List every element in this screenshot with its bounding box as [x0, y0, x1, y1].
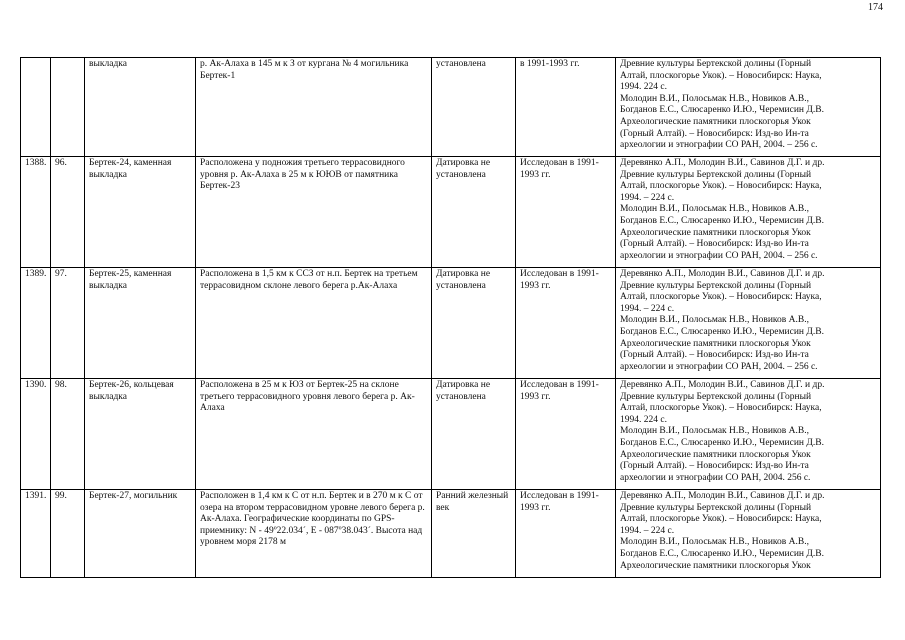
row-number: 1389.: [21, 268, 51, 379]
monument-research: Исследован в 1991-1993 гг.: [516, 490, 616, 578]
reference-line: Древние культуры Бертекской долины (Горный: [620, 502, 812, 513]
monument-name: Бертек-27, могильник: [85, 490, 196, 578]
row-number: 1391.: [21, 490, 51, 578]
reference-line: Археологические памятники плоскогорья Укок: [620, 227, 811, 238]
monument-dating: установлена: [432, 58, 516, 157]
reference-line: Археологические памятники плоскогорья Укок: [620, 560, 811, 571]
reference-line: Богданов Е.С., Слюсаренко И.Ю., Черемисин Д.В.: [620, 215, 824, 226]
reference-line: Молодин В.И., Полосьмак Н.В., Новиков А.В.,: [620, 93, 809, 104]
reference-line: Богданов Е.С., Слюсаренко И.Ю., Черемисин Д.В.: [620, 105, 824, 116]
reference-line: 1994. – 224 с.: [620, 303, 675, 314]
reference-line: Алтай, плоскогорье Укок). – Новосибирск: Наука,: [620, 70, 822, 81]
reference-line: Археологические памятники плоскогорья Укок: [620, 116, 811, 127]
row-number: 1390.: [21, 379, 51, 490]
row-number: 1388.: [21, 157, 51, 268]
monument-dating: Датировка не установлена: [432, 157, 516, 268]
monument-dating: Датировка не установлена: [432, 268, 516, 379]
reference-line: 1994. – 224 с.: [620, 525, 675, 536]
monument-name: Бертек-25, каменная выкладка: [85, 268, 196, 379]
reference-line: Молодин В.И., Полосьмак Н.В., Новиков А.В.,: [620, 315, 809, 326]
reference-line: 1994. – 224 с.: [620, 192, 675, 203]
row-index: 96.: [51, 157, 85, 268]
reference-line: археологии и этнографии СО РАН, 2004. – 256 с.: [620, 140, 818, 151]
reference-line: 1994. 224 с.: [620, 82, 667, 93]
reference-line: (Горный Алтай). – Новосибирск: Изд-во Ин-та: [620, 461, 809, 472]
table-row: [21, 58, 881, 157]
page-number: 174: [868, 2, 883, 13]
monument-dating: Датировка не установлена: [432, 379, 516, 490]
reference-line: Археологические памятники плоскогорья Укок: [620, 449, 811, 460]
row-number: [21, 58, 51, 157]
reference-line: Богданов Е.С., Слюсаренко И.Ю., Черемисин Д.В.: [620, 437, 824, 448]
monument-references: [616, 490, 881, 578]
monument-references: [616, 268, 881, 379]
monument-dating: Ранний железный век: [432, 490, 516, 578]
reference-line: Молодин В.И., Полосьмак Н.В., Новиков А.В.,: [620, 537, 809, 548]
reference-line: археологии и этнографии СО РАН, 2004. 256 с.: [620, 472, 811, 483]
reference-line: Деревянко А.П., Молодин В.И., Савинов Д.Г. и др.: [620, 269, 825, 279]
reference-line: археологии и этнографии СО РАН, 2004. – 256 с.: [620, 250, 818, 261]
table-row: [21, 268, 881, 379]
monument-location: Расположена в 25 м к ЮЗ от Бертек-25 на склоне третьего террасовидного уровня левого берега р. Ак-Алаха: [196, 379, 432, 490]
monument-location: Расположена у подножия третьего террасовидного уровня р. Ак-Алаха в 25 м к ЮЮВ от памятника Бертек-23: [196, 157, 432, 268]
reference-line: Деревянко А.П., Молодин В.И., Савинов Д.Г. и др.: [620, 158, 825, 168]
reference-line: Древние культуры Бертекской долины (Горный: [620, 391, 812, 402]
monument-location: Расположена в 1,5 км к ССЗ от н.п. Бертек на третьем террасовидном склоне левого берега р.Ак-Алаха: [196, 268, 432, 379]
reference-line: Археологические памятники плоскогорья Укок: [620, 338, 811, 349]
monument-research: в 1991-1993 гг.: [516, 58, 616, 157]
reference-line: 1994. 224 с.: [620, 414, 667, 425]
monument-research: Исследован в 1991-1993 гг.: [516, 268, 616, 379]
reference-line: Древние культуры Бертекской долины (Горный: [620, 169, 812, 180]
monument-references: [616, 58, 881, 157]
reference-line: Деревянко А.П., Молодин В.И., Савинов Д.Г. и др.: [620, 491, 825, 501]
row-index: 99.: [51, 490, 85, 578]
monument-name: Бертек-26, кольцевая выкладка: [85, 379, 196, 490]
reference-line: Алтай, плоскогорье Укок). – Новосибирск: Наука,: [620, 403, 822, 414]
reference-line: Деревянко А.П., Молодин В.И., Савинов Д.Г. и др.: [620, 380, 825, 390]
reference-line: Древние культуры Бертекской долины (Горный: [620, 280, 812, 291]
reference-line: Древние культуры Бертекской долины (Горный: [620, 59, 812, 69]
reference-line: Богданов Е.С., Слюсаренко И.Ю., Черемисин Д.В.: [620, 326, 824, 337]
reference-line: Молодин В.И., Полосьмак Н.В., Новиков А.В.,: [620, 204, 809, 215]
monument-references: [616, 379, 881, 490]
reference-line: (Горный Алтай). – Новосибирск: Изд-во Ин-та: [620, 350, 809, 361]
reference-line: (Горный Алтай). – Новосибирск: Изд-во Ин-та: [620, 239, 809, 250]
monument-references: [616, 157, 881, 268]
monument-research: Исследован в 1991-1993 гг.: [516, 379, 616, 490]
monument-name: выкладка: [85, 58, 196, 157]
monument-location: р. Ак-Алаха в 145 м к З от кургана № 4 могильника Бертек-1: [196, 58, 432, 157]
reference-line: (Горный Алтай). – Новосибирск: Изд-во Ин-та: [620, 128, 809, 139]
monument-location: Расположен в 1,4 км к С от н.п. Бертек и в 270 м к С от озера на втором террасовидном уровне левого берега р. Ак-Алаха. Географические координаты по GPS-приемнику: N - 49º22.034´, E - 087º38.043´. Высота над уровнем моря 2178 м: [196, 490, 432, 578]
reference-line: Алтай, плоскогорье Укок). – Новосибирск: Наука,: [620, 181, 822, 192]
table-row: [21, 157, 881, 268]
row-index: [51, 58, 85, 157]
reference-line: Алтай, плоскогорье Укок). – Новосибирск: Наука,: [620, 292, 822, 303]
reference-line: Алтай, плоскогорье Укок). – Новосибирск: Наука,: [620, 514, 822, 525]
reference-line: Богданов Е.С., Слюсаренко И.Ю., Черемисин Д.В.: [620, 548, 824, 559]
monument-research: Исследован в 1991-1993 гг.: [516, 157, 616, 268]
row-index: 97.: [51, 268, 85, 379]
table-row: [21, 379, 881, 490]
row-index: 98.: [51, 379, 85, 490]
monuments-table: [20, 57, 881, 578]
reference-line: Молодин В.И., Полосьмак Н.В., Новиков А.В.,: [620, 426, 809, 437]
table-row: [21, 490, 881, 578]
monument-name: Бертек-24, каменная выкладка: [85, 157, 196, 268]
reference-line: археологии и этнографии СО РАН, 2004. – 256 с.: [620, 361, 818, 372]
